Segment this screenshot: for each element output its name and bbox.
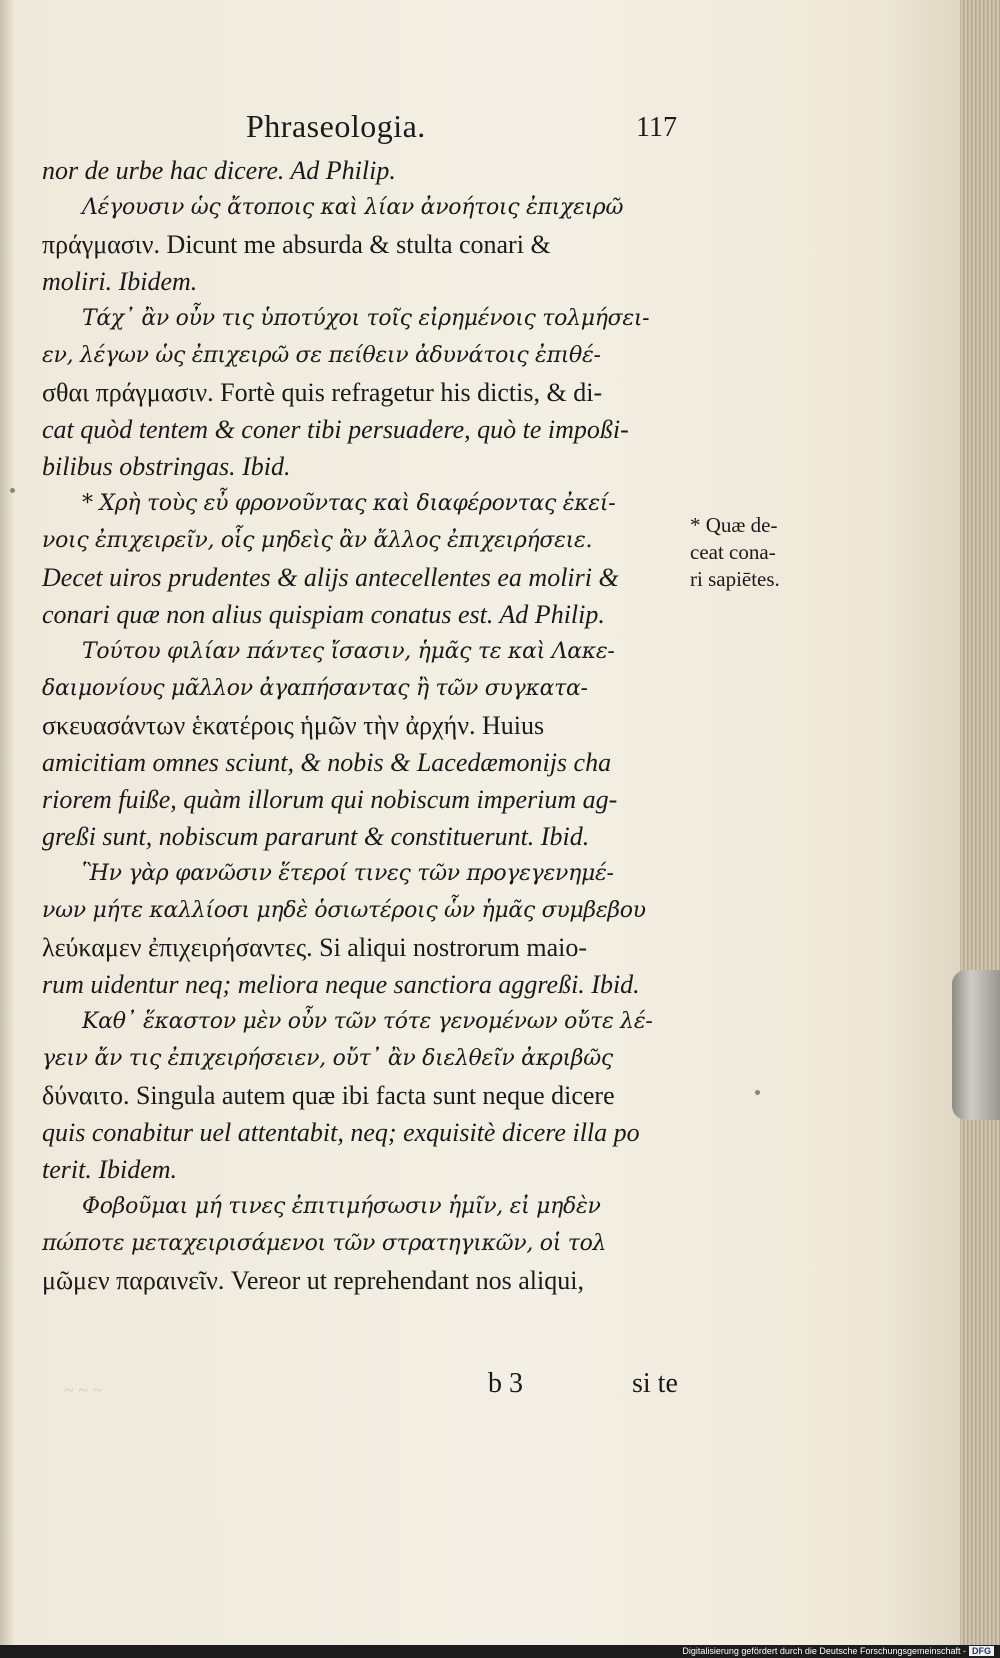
text-line: nor de urbe hac dicere. Ad Philip. (42, 156, 396, 185)
marginal-note-line: ri sapiētes. (690, 567, 780, 591)
marginal-note-line: * Quæ de- (690, 513, 778, 537)
text-line: rum uidentur neq; meliora neque sanctiora aggreßi. Ibid. (42, 970, 640, 999)
text-line: λεύκαμεν ἐπιχειρήσαντες. Si aliqui nostrorum maio- (42, 933, 588, 962)
text-line: νων μήτε καλλίοσι μηδὲ ὁσιωτέροις ὧν ἡμᾶς συμβεβου (42, 898, 646, 923)
text-line: riorem fuiße, quàm illorum qui nobiscum imperium ag- (42, 785, 618, 814)
text-line: σκευασάντων ἑκατέροις ἡμῶν τὴν ἀρχήν. Huius (42, 711, 545, 740)
text-line: moliri. Ibidem. (42, 267, 198, 296)
text-line: γειν ἄν τις ἐπιχειρήσειεν, οὔτ᾽ ἂν διελθεῖν ἀκριβῶς (42, 1046, 613, 1071)
text-line: εν, λέγων ὡς ἐπιχειρῶ σε πείθειν ἀδυνάτοις ἐπιθέ- (42, 343, 601, 368)
marginal-note (690, 512, 820, 593)
text-line: Λέγουσιν ὡς ἄτοποις καὶ λίαν ἀνοήτοις ἐπιχειρῶ (82, 195, 624, 220)
digitization-footer (0, 1645, 1000, 1658)
signature-mark: b 3 (488, 1368, 523, 1399)
catchword: si te (632, 1368, 678, 1399)
text-line: σθαι πράγμασιν. Fortè quis refragetur his dictis, & di- (42, 378, 603, 407)
text-line: cat quòd tentem & coner tibi persuadere, quò te impoßi- (42, 415, 629, 444)
running-head (0, 108, 1000, 152)
text-line: Ἣν γὰρ φανῶσιν ἕτεροί τινες τῶν προγεγενημέ- (82, 861, 614, 886)
text-line: πράγμασιν. Dicunt me absurda & stulta conari & (42, 230, 551, 259)
text-line: conari quæ non alius quispiam conatus est. Ad Philip. (42, 600, 605, 629)
running-head-title: Phraseologia. (246, 108, 426, 144)
text-line: * Χρὴ τοὺς εὖ φρονοῦντας καὶ διαφέροντας ἐκεί- (82, 491, 616, 516)
text-line: Φοβοῦμαι μή τινες ἐπιτιμήσωσιν ἡμῖν, εἰ μηδὲν (82, 1194, 601, 1219)
page-number: 117 (636, 112, 677, 143)
paper-spot (755, 1090, 760, 1095)
book-clamp (952, 970, 1000, 1120)
text-line: δαιμονίους μᾶλλον ἀγαπήσαντας ἢ τῶν συγκατα- (42, 676, 588, 701)
show-through-ink: ~ ~ ~ (64, 1380, 103, 1400)
text-line: Τούτου φιλίαν πάντες ἴσασιν, ἡμᾶς τε καὶ Λακε- (82, 639, 615, 664)
text-line: Καθ᾽ ἕκαστον μὲν οὖν τῶν τότε γενομένων οὔτε λέ- (82, 1009, 653, 1034)
text-line: greßi sunt, nobiscum pararunt & constituerunt. Ibid. (42, 822, 590, 851)
text-line: Τάχ᾽ ἂν οὖν τις ὑποτύχοι τοῖς εἰρημένοις τολμήσει- (82, 306, 650, 331)
text-line: quis conabitur uel attentabit, neq; exquisitè dicere illa po (42, 1118, 640, 1147)
text-line: terit. Ibidem. (42, 1155, 178, 1184)
footer-credit: Digitalisierung gefördert durch die Deutsche Forschungsgemeinschaft - (682, 1646, 966, 1656)
text-line: δύναιτο. Singula autem quæ ibi facta sunt neque dicere (42, 1081, 615, 1110)
text-line: bilibus obstringas. Ibid. (42, 452, 291, 481)
text-line: amicitiam omnes sciunt, & nobis & Lacedæmonijs cha (42, 748, 612, 777)
text-line: Decet uiros prudentes & alijs antecellentes ea moliri & (42, 563, 619, 592)
paper-spot (10, 488, 15, 493)
marginal-note-line: ceat cona- (690, 540, 776, 564)
text-line: μῶμεν παραινεῖν. Vereor ut reprehendant nos aliqui, (42, 1266, 584, 1295)
dfg-logo: DFG (969, 1646, 994, 1656)
text-line: νοις ἐπιχειρεῖν, οἷς μηδεὶς ἂν ἄλλος ἐπιχειρήσειε. (42, 528, 593, 553)
body-text (42, 152, 682, 1299)
text-line: πώποτε μεταχειρισάμενοι τῶν στρατηγικῶν, οἱ τολ (42, 1231, 607, 1256)
